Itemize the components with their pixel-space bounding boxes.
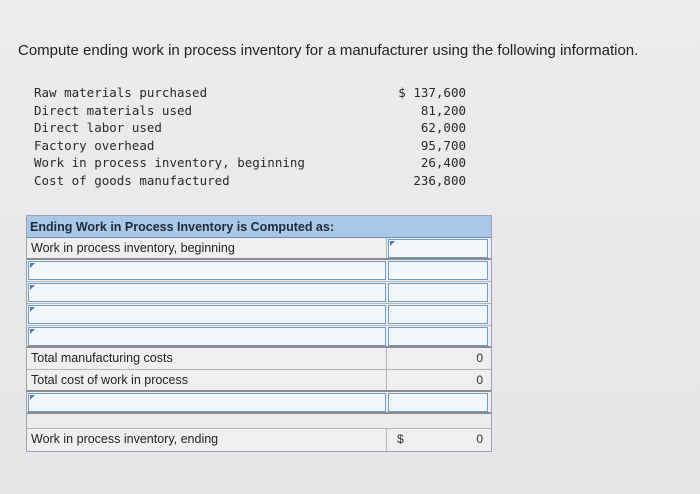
table-row bbox=[27, 392, 491, 414]
info-row bbox=[34, 172, 466, 190]
total-mfg-value-cell bbox=[387, 348, 489, 369]
info-value: $ 137,600 bbox=[398, 85, 466, 100]
cost-amount-input-2[interactable] bbox=[388, 283, 488, 302]
dropdown-indicator-icon bbox=[390, 241, 395, 246]
spacer-row bbox=[27, 414, 491, 429]
cost-amount-input-4[interactable] bbox=[388, 327, 488, 346]
cost-amount-input-3[interactable] bbox=[388, 305, 488, 324]
info-value: 95,700 bbox=[420, 137, 466, 153]
total-mfg-value: 0 bbox=[476, 351, 483, 365]
question-text: Compute ending work in process inventory for a manufacturer using the following information. bbox=[18, 42, 639, 59]
dropdown-indicator-icon bbox=[30, 285, 35, 290]
cost-label-select-2[interactable] bbox=[28, 283, 386, 302]
wip-table bbox=[26, 215, 492, 452]
info-label: Cost of goods manufactured bbox=[34, 172, 230, 188]
cost-label-select-1[interactable] bbox=[28, 261, 386, 280]
cost-label-select-4[interactable] bbox=[28, 327, 386, 346]
info-label: Direct labor used bbox=[34, 120, 162, 136]
info-label: Raw materials purchased bbox=[34, 85, 208, 100]
info-list bbox=[34, 84, 466, 190]
cost-amount-input-1[interactable] bbox=[388, 261, 488, 280]
cost-label-select-3[interactable] bbox=[28, 305, 386, 324]
table-row-total-wip bbox=[27, 370, 491, 392]
table-row bbox=[27, 326, 491, 348]
info-row bbox=[34, 154, 466, 172]
total-wip-value-cell bbox=[387, 370, 489, 390]
table-row-beginning bbox=[27, 238, 491, 260]
info-value: 62,000 bbox=[420, 120, 466, 136]
info-row bbox=[34, 137, 466, 155]
table-row-ending bbox=[27, 429, 491, 451]
row-label: Work in process inventory, beginning bbox=[27, 238, 387, 258]
row-label: Total manufacturing costs bbox=[27, 348, 387, 369]
table-row-total-mfg bbox=[27, 348, 491, 370]
ending-value: 0 bbox=[476, 432, 483, 446]
less-label-select[interactable] bbox=[28, 393, 386, 412]
info-value: 26,400 bbox=[420, 155, 466, 171]
info-label: Factory overhead bbox=[34, 137, 155, 153]
total-wip-value: 0 bbox=[476, 373, 483, 387]
dropdown-indicator-icon bbox=[30, 263, 35, 268]
less-amount-input[interactable] bbox=[388, 393, 488, 412]
row-label: Total cost of work in process bbox=[27, 370, 387, 390]
currency-symbol: $ bbox=[397, 432, 404, 446]
beginning-amount-input[interactable] bbox=[388, 239, 488, 258]
table-row bbox=[27, 304, 491, 326]
ending-value-cell bbox=[387, 429, 489, 451]
dropdown-indicator-icon bbox=[30, 329, 35, 334]
info-value: 81,200 bbox=[420, 102, 466, 118]
dropdown-indicator-icon bbox=[30, 395, 35, 400]
info-label: Work in process inventory, beginning bbox=[34, 155, 305, 171]
table-row bbox=[27, 282, 491, 304]
info-row bbox=[34, 102, 466, 120]
table-row bbox=[27, 260, 491, 282]
info-row bbox=[34, 119, 466, 137]
dropdown-indicator-icon bbox=[30, 307, 35, 312]
info-value: 236,800 bbox=[413, 172, 466, 188]
row-label: Work in process inventory, ending bbox=[27, 429, 387, 451]
table-header: Ending Work in Process Inventory is Computed as: bbox=[27, 216, 491, 238]
info-label: Direct materials used bbox=[34, 102, 193, 118]
info-row bbox=[34, 84, 466, 102]
